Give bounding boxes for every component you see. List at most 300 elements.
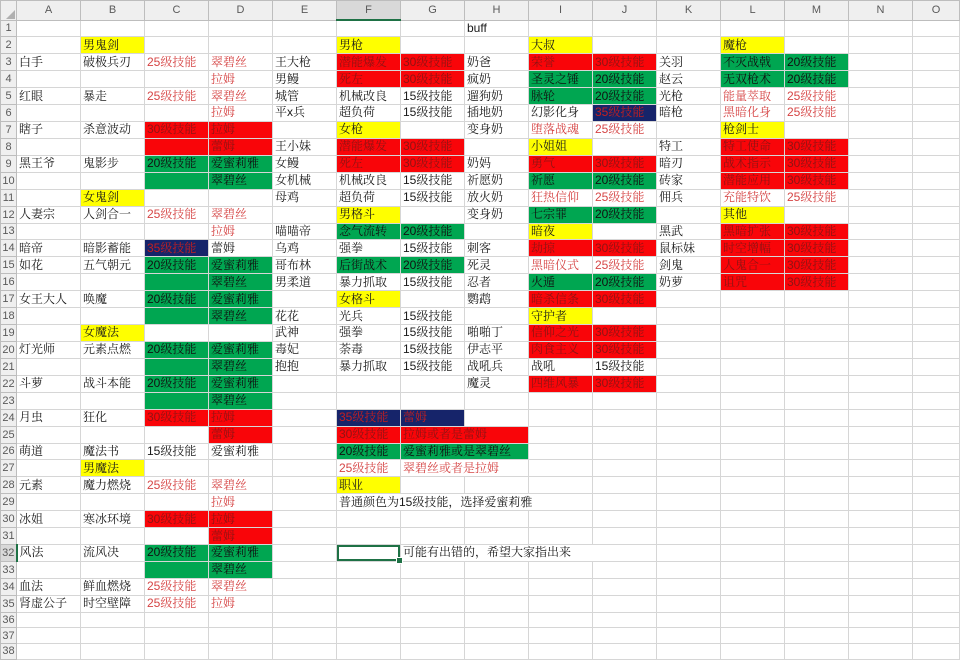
- cell-L35[interactable]: [721, 595, 785, 612]
- row-header-31[interactable]: 31: [1, 528, 17, 545]
- cell-D25[interactable]: 蕾姆: [209, 426, 273, 443]
- cell-L34[interactable]: [721, 578, 785, 595]
- row-header-17[interactable]: 17: [1, 291, 17, 308]
- cell-N7[interactable]: [849, 122, 913, 139]
- cell-G28[interactable]: [401, 477, 465, 494]
- cell-D14[interactable]: 蕾姆: [209, 240, 273, 257]
- cell-G23[interactable]: [401, 392, 465, 409]
- cell-H23[interactable]: [465, 392, 529, 409]
- cell-B13[interactable]: [81, 223, 145, 240]
- cell-D31[interactable]: 蕾姆: [209, 528, 273, 545]
- cell-C5[interactable]: 25级技能: [145, 88, 209, 105]
- cell-J8[interactable]: [593, 138, 657, 155]
- cell-A10[interactable]: [17, 172, 81, 189]
- cell-J11[interactable]: 25级技能: [593, 189, 657, 206]
- cell-D1[interactable]: [209, 20, 273, 37]
- select-all-corner[interactable]: [1, 1, 17, 21]
- cell-L18[interactable]: [721, 308, 785, 325]
- cell-O34[interactable]: [913, 578, 960, 595]
- cell-L11[interactable]: 充能特饮: [721, 189, 785, 206]
- cell-H21[interactable]: 战吼兵: [465, 358, 529, 375]
- cell-C7[interactable]: 30级技能: [145, 122, 209, 139]
- cell-A4[interactable]: [17, 71, 81, 88]
- row-header-33[interactable]: 33: [1, 562, 17, 579]
- cell-G22[interactable]: [401, 375, 465, 392]
- cell-E5[interactable]: 城管: [273, 88, 337, 105]
- cell-M5[interactable]: 25级技能: [785, 88, 849, 105]
- cell-M14[interactable]: 30级技能: [785, 240, 849, 257]
- cell-H19[interactable]: 啪啪丁: [465, 325, 529, 342]
- cell-M4[interactable]: 20级技能: [785, 71, 849, 88]
- cell-I10[interactable]: 祈愿: [529, 172, 593, 189]
- cell-F20[interactable]: 荼毒: [337, 342, 401, 359]
- cell-G12[interactable]: [401, 206, 465, 223]
- cell-G32[interactable]: 可能有出错的，希望大家指出来: [401, 545, 657, 562]
- cell-H15[interactable]: 死灵: [465, 257, 529, 274]
- cell-O18[interactable]: [913, 308, 960, 325]
- cell-O30[interactable]: [913, 511, 960, 528]
- cell-K13[interactable]: 黑武: [657, 223, 721, 240]
- cell-K4[interactable]: 赵云: [657, 71, 721, 88]
- cell-I14[interactable]: 劫掠: [529, 240, 593, 257]
- cell-F12[interactable]: 男格斗: [337, 206, 401, 223]
- cell-J36[interactable]: [593, 612, 657, 628]
- cell-G21[interactable]: 15级技能: [401, 358, 465, 375]
- cell-L36[interactable]: [721, 612, 785, 628]
- cell-C19[interactable]: [145, 325, 209, 342]
- cell-I21[interactable]: 战吼: [529, 358, 593, 375]
- cell-K36[interactable]: [657, 612, 721, 628]
- col-header-M[interactable]: M: [785, 1, 849, 21]
- cell-M32[interactable]: [785, 545, 849, 562]
- cell-O4[interactable]: [913, 71, 960, 88]
- cell-B21[interactable]: [81, 358, 145, 375]
- cell-L15[interactable]: 人鬼合一: [721, 257, 785, 274]
- cell-F11[interactable]: 超负荷: [337, 189, 401, 206]
- cell-M10[interactable]: 30级技能: [785, 172, 849, 189]
- cell-I31[interactable]: [529, 528, 593, 545]
- cell-M35[interactable]: [785, 595, 849, 612]
- cell-E4[interactable]: 男鳗: [273, 71, 337, 88]
- cell-A17[interactable]: 女王大人: [17, 291, 81, 308]
- cell-L27[interactable]: [721, 460, 785, 477]
- cell-G20[interactable]: 15级技能: [401, 342, 465, 359]
- cell-J20[interactable]: 30级技能: [593, 342, 657, 359]
- cell-G35[interactable]: [401, 595, 465, 612]
- cell-D22[interactable]: 爱蜜莉雅: [209, 375, 273, 392]
- cell-I4[interactable]: 圣灵之锤: [529, 71, 593, 88]
- cell-D37[interactable]: [209, 628, 273, 644]
- cell-A14[interactable]: 暗帝: [17, 240, 81, 257]
- cell-K37[interactable]: [657, 628, 721, 644]
- cell-F30[interactable]: [337, 511, 401, 528]
- cell-M12[interactable]: [785, 206, 849, 223]
- row-header-2[interactable]: 2: [1, 37, 17, 54]
- cell-E22[interactable]: [273, 375, 337, 392]
- cell-C6[interactable]: [145, 105, 209, 122]
- cell-C21[interactable]: [145, 358, 209, 375]
- cell-C11[interactable]: [145, 189, 209, 206]
- cell-A24[interactable]: 月虫: [17, 409, 81, 426]
- cell-N5[interactable]: [849, 88, 913, 105]
- cell-F34[interactable]: [337, 578, 401, 595]
- cell-G3[interactable]: 30级技能: [401, 54, 465, 71]
- cell-I6[interactable]: 幻影化身: [529, 105, 593, 122]
- cell-C2[interactable]: [145, 37, 209, 54]
- cell-C9[interactable]: 20级技能: [145, 155, 209, 172]
- cell-D12[interactable]: 翠碧丝: [209, 206, 273, 223]
- cell-A18[interactable]: [17, 308, 81, 325]
- row-header-21[interactable]: 21: [1, 358, 17, 375]
- cell-F33[interactable]: [337, 562, 401, 579]
- cell-F35[interactable]: [337, 595, 401, 612]
- cell-F14[interactable]: 强拳: [337, 240, 401, 257]
- cell-O33[interactable]: [913, 562, 960, 579]
- cell-H16[interactable]: 忍者: [465, 274, 529, 291]
- cell-I22[interactable]: 四维风暴: [529, 375, 593, 392]
- cell-N25[interactable]: [849, 426, 913, 443]
- cell-I26[interactable]: [529, 443, 593, 460]
- cell-C30[interactable]: 30级技能: [145, 511, 209, 528]
- cell-A21[interactable]: [17, 358, 81, 375]
- cell-F13[interactable]: 念气流转: [337, 223, 401, 240]
- cell-F29[interactable]: 普通颜色为15级技能，选择爱蜜莉雅: [337, 494, 593, 511]
- cell-O32[interactable]: [913, 545, 960, 562]
- cell-L38[interactable]: [721, 644, 785, 660]
- cell-L2[interactable]: 魔枪: [721, 37, 785, 54]
- cell-F5[interactable]: 机械改良: [337, 88, 401, 105]
- cell-I24[interactable]: [529, 409, 593, 426]
- cell-C17[interactable]: 20级技能: [145, 291, 209, 308]
- cell-G30[interactable]: [401, 511, 465, 528]
- cell-K33[interactable]: [657, 562, 721, 579]
- cell-D6[interactable]: 拉姆: [209, 105, 273, 122]
- cell-M13[interactable]: 30级技能: [785, 223, 849, 240]
- cell-N23[interactable]: [849, 392, 913, 409]
- cell-M7[interactable]: [785, 122, 849, 139]
- cell-B3[interactable]: 破极兵刃: [81, 54, 145, 71]
- cell-C3[interactable]: 25级技能: [145, 54, 209, 71]
- cell-F37[interactable]: [337, 628, 401, 644]
- cell-J33[interactable]: [593, 562, 657, 579]
- cell-E9[interactable]: 女鳗: [273, 155, 337, 172]
- cell-A20[interactable]: 灯光师: [17, 342, 81, 359]
- cell-B1[interactable]: [81, 20, 145, 37]
- cell-M28[interactable]: [785, 477, 849, 494]
- cell-B8[interactable]: [81, 138, 145, 155]
- cell-E18[interactable]: 花花: [273, 308, 337, 325]
- cell-D32[interactable]: 爱蜜莉雅: [209, 545, 273, 562]
- cell-O27[interactable]: [913, 460, 960, 477]
- cell-O35[interactable]: [913, 595, 960, 612]
- cell-E38[interactable]: [273, 644, 337, 660]
- cell-I36[interactable]: [529, 612, 593, 628]
- cell-G8[interactable]: 30级技能: [401, 138, 465, 155]
- cell-K34[interactable]: [657, 578, 721, 595]
- cell-C22[interactable]: 20级技能: [145, 375, 209, 392]
- cell-J28[interactable]: [593, 477, 657, 494]
- cell-B20[interactable]: 元素点燃: [81, 342, 145, 359]
- cell-N3[interactable]: [849, 54, 913, 71]
- cell-C31[interactable]: [145, 528, 209, 545]
- cell-J34[interactable]: [593, 578, 657, 595]
- cell-G10[interactable]: 15级技能: [401, 172, 465, 189]
- cell-N35[interactable]: [849, 595, 913, 612]
- cell-F3[interactable]: 潜能爆发: [337, 54, 401, 71]
- cell-K31[interactable]: [657, 528, 721, 545]
- cell-L10[interactable]: 潜能应用: [721, 172, 785, 189]
- row-header-4[interactable]: 4: [1, 71, 17, 88]
- cell-O37[interactable]: [913, 628, 960, 644]
- cell-O17[interactable]: [913, 291, 960, 308]
- cell-B7[interactable]: 杀意波动: [81, 122, 145, 139]
- cell-A23[interactable]: [17, 392, 81, 409]
- cell-I17[interactable]: 暗杀信条: [529, 291, 593, 308]
- cell-L30[interactable]: [721, 511, 785, 528]
- cell-G33[interactable]: [401, 562, 465, 579]
- cell-G6[interactable]: 15级技能: [401, 105, 465, 122]
- cell-H4[interactable]: 疯奶: [465, 71, 529, 88]
- cell-G4[interactable]: 30级技能: [401, 71, 465, 88]
- cell-A34[interactable]: 血法: [17, 578, 81, 595]
- row-header-36[interactable]: 36: [2, 614, 15, 627]
- cell-B6[interactable]: [81, 105, 145, 122]
- row-header-9[interactable]: 9: [1, 155, 17, 172]
- cell-J7[interactable]: 25级技能: [593, 122, 657, 139]
- cell-O31[interactable]: [913, 528, 960, 545]
- cell-E3[interactable]: 王大枪: [273, 54, 337, 71]
- cell-C15[interactable]: 20级技能: [145, 257, 209, 274]
- cell-H20[interactable]: 伊志平: [465, 342, 529, 359]
- cell-F23[interactable]: [337, 392, 401, 409]
- cell-G34[interactable]: [401, 578, 465, 595]
- cell-O3[interactable]: [913, 54, 960, 71]
- cell-O26[interactable]: [913, 443, 960, 460]
- cell-O7[interactable]: [913, 122, 960, 139]
- cell-C25[interactable]: [145, 426, 209, 443]
- cell-F8[interactable]: 潜能爆发: [337, 138, 401, 155]
- cell-E1[interactable]: [273, 20, 337, 37]
- cell-L1[interactable]: [721, 20, 785, 37]
- cell-F9[interactable]: 死左: [337, 155, 401, 172]
- cell-N17[interactable]: [849, 291, 913, 308]
- cell-K1[interactable]: [657, 20, 721, 37]
- cell-C34[interactable]: 25级技能: [145, 578, 209, 595]
- cell-O10[interactable]: [913, 172, 960, 189]
- cell-O38[interactable]: [913, 644, 960, 660]
- cell-E13[interactable]: 喵喵帝: [273, 223, 337, 240]
- cell-F4[interactable]: 死左: [337, 71, 401, 88]
- cell-C27[interactable]: [145, 460, 209, 477]
- cell-A28[interactable]: 元素: [17, 477, 81, 494]
- cell-O14[interactable]: [913, 240, 960, 257]
- cell-C38[interactable]: [145, 644, 209, 660]
- cell-F2[interactable]: 男枪: [337, 37, 401, 54]
- cell-K12[interactable]: [657, 206, 721, 223]
- cell-I1[interactable]: [529, 20, 593, 37]
- cell-H30[interactable]: [465, 511, 529, 528]
- cell-I27[interactable]: [529, 460, 593, 477]
- cell-M30[interactable]: [785, 511, 849, 528]
- row-header-6[interactable]: 6: [1, 105, 17, 122]
- cell-J3[interactable]: 30级技能: [593, 54, 657, 71]
- cell-M33[interactable]: [785, 562, 849, 579]
- col-header-A[interactable]: A: [17, 1, 81, 21]
- cell-G24[interactable]: 蕾姆: [401, 409, 465, 426]
- cell-M25[interactable]: [785, 426, 849, 443]
- cell-B27[interactable]: 男魔法: [81, 460, 145, 477]
- cell-F27[interactable]: 25级技能: [337, 460, 401, 477]
- cell-N15[interactable]: [849, 257, 913, 274]
- cell-H35[interactable]: [465, 595, 529, 612]
- cell-B18[interactable]: [81, 308, 145, 325]
- cell-I37[interactable]: [529, 628, 593, 644]
- cell-K3[interactable]: 关羽: [657, 54, 721, 71]
- row-header-8[interactable]: 8: [1, 138, 17, 155]
- cell-H28[interactable]: [465, 477, 529, 494]
- cell-A27[interactable]: [17, 460, 81, 477]
- col-header-G[interactable]: G: [401, 1, 465, 21]
- cell-A6[interactable]: [17, 105, 81, 122]
- col-header-K[interactable]: K: [657, 1, 721, 21]
- cell-E34[interactable]: [273, 578, 337, 595]
- cell-J38[interactable]: [593, 644, 657, 660]
- cell-F6[interactable]: 超负荷: [337, 105, 401, 122]
- selected-cell-F32[interactable]: [337, 545, 401, 562]
- row-header-16[interactable]: 16: [1, 274, 17, 291]
- cell-G9[interactable]: 30级技能: [401, 155, 465, 172]
- cell-D3[interactable]: 翠碧丝: [209, 54, 273, 71]
- cell-H37[interactable]: [465, 628, 529, 644]
- row-header-35[interactable]: 35: [1, 595, 17, 612]
- cell-N29[interactable]: [849, 494, 913, 511]
- cell-C37[interactable]: [145, 628, 209, 644]
- cell-B19[interactable]: 女魔法: [81, 325, 145, 342]
- cell-J25[interactable]: [593, 426, 657, 443]
- cell-N24[interactable]: [849, 409, 913, 426]
- cell-B25[interactable]: [81, 426, 145, 443]
- row-header-25[interactable]: 25: [1, 426, 17, 443]
- cell-H10[interactable]: 祈愿奶: [465, 172, 529, 189]
- cell-J6[interactable]: 35级技能: [593, 105, 657, 122]
- cell-C33[interactable]: [145, 562, 209, 579]
- row-header-1[interactable]: 1: [1, 20, 17, 37]
- cell-D16[interactable]: 翠碧丝: [209, 274, 273, 291]
- col-header-H[interactable]: H: [465, 1, 529, 21]
- cell-B26[interactable]: 魔法书: [81, 443, 145, 460]
- cell-B17[interactable]: 唤魔: [81, 291, 145, 308]
- cell-D19[interactable]: [209, 325, 273, 342]
- cell-E26[interactable]: [273, 443, 337, 460]
- cell-J15[interactable]: 25级技能: [593, 257, 657, 274]
- cell-H11[interactable]: 放火奶: [465, 189, 529, 206]
- row-header-3[interactable]: 3: [1, 54, 17, 71]
- cell-A9[interactable]: 黑王爷: [17, 155, 81, 172]
- cell-K20[interactable]: [657, 342, 721, 359]
- cell-M6[interactable]: 25级技能: [785, 105, 849, 122]
- cell-J5[interactable]: 20级技能: [593, 88, 657, 105]
- cell-M9[interactable]: 30级技能: [785, 155, 849, 172]
- cell-J2[interactable]: [593, 37, 657, 54]
- cell-E6[interactable]: 平x兵: [273, 105, 337, 122]
- cell-E32[interactable]: [273, 545, 337, 562]
- cell-L20[interactable]: [721, 342, 785, 359]
- cell-A26[interactable]: 萌道: [17, 443, 81, 460]
- cell-J31[interactable]: [593, 528, 657, 545]
- cell-L22[interactable]: [721, 375, 785, 392]
- cell-L23[interactable]: [721, 392, 785, 409]
- cell-G37[interactable]: [401, 628, 465, 644]
- cell-I11[interactable]: 狂热信仰: [529, 189, 593, 206]
- cell-B2[interactable]: 男鬼剑: [81, 37, 145, 54]
- cell-N22[interactable]: [849, 375, 913, 392]
- cell-E30[interactable]: [273, 511, 337, 528]
- cell-N18[interactable]: [849, 308, 913, 325]
- cell-F7[interactable]: 女枪: [337, 122, 401, 139]
- cell-O28[interactable]: [913, 477, 960, 494]
- cell-E19[interactable]: 武神: [273, 325, 337, 342]
- cell-E33[interactable]: [273, 562, 337, 579]
- col-header-L[interactable]: L: [721, 1, 785, 21]
- row-header-23[interactable]: 23: [1, 392, 17, 409]
- cell-E20[interactable]: 毒妃: [273, 342, 337, 359]
- col-header-I[interactable]: I: [529, 1, 593, 21]
- cell-D23[interactable]: 翠碧丝: [209, 392, 273, 409]
- cell-M37[interactable]: [785, 628, 849, 644]
- cell-J13[interactable]: [593, 223, 657, 240]
- cell-B24[interactable]: 狂化: [81, 409, 145, 426]
- cell-O24[interactable]: [913, 409, 960, 426]
- col-header-D[interactable]: D: [209, 1, 273, 21]
- cell-L29[interactable]: [721, 494, 785, 511]
- cell-N6[interactable]: [849, 105, 913, 122]
- cell-H31[interactable]: [465, 528, 529, 545]
- cell-M27[interactable]: [785, 460, 849, 477]
- row-header-26[interactable]: 26: [1, 443, 17, 460]
- cell-I3[interactable]: 荣誉: [529, 54, 593, 71]
- cell-L25[interactable]: [721, 426, 785, 443]
- row-header-5[interactable]: 5: [1, 88, 17, 105]
- cell-N28[interactable]: [849, 477, 913, 494]
- cell-M24[interactable]: [785, 409, 849, 426]
- cell-E24[interactable]: [273, 409, 337, 426]
- cell-J16[interactable]: 20级技能: [593, 274, 657, 291]
- cell-M38[interactable]: [785, 644, 849, 660]
- cell-M26[interactable]: [785, 443, 849, 460]
- cell-E37[interactable]: [273, 628, 337, 644]
- cell-K17[interactable]: [657, 291, 721, 308]
- cell-L32[interactable]: [721, 545, 785, 562]
- cell-M17[interactable]: [785, 291, 849, 308]
- cell-E23[interactable]: [273, 392, 337, 409]
- cell-N21[interactable]: [849, 358, 913, 375]
- cell-M23[interactable]: [785, 392, 849, 409]
- cell-J22[interactable]: 30级技能: [593, 375, 657, 392]
- cell-F26[interactable]: 20级技能: [337, 443, 401, 460]
- cell-N2[interactable]: [849, 37, 913, 54]
- cell-J24[interactable]: [593, 409, 657, 426]
- cell-J27[interactable]: [593, 460, 657, 477]
- cell-M20[interactable]: [785, 342, 849, 359]
- cell-I33[interactable]: [529, 562, 593, 579]
- cell-B15[interactable]: 五气朝元: [81, 257, 145, 274]
- cell-I23[interactable]: [529, 392, 593, 409]
- cell-D35[interactable]: 拉姆: [209, 595, 273, 612]
- cell-M2[interactable]: [785, 37, 849, 54]
- cell-G25[interactable]: 拉姆或者是蕾姆: [401, 426, 529, 443]
- cell-D36[interactable]: [209, 612, 273, 628]
- cell-C28[interactable]: 25级技能: [145, 477, 209, 494]
